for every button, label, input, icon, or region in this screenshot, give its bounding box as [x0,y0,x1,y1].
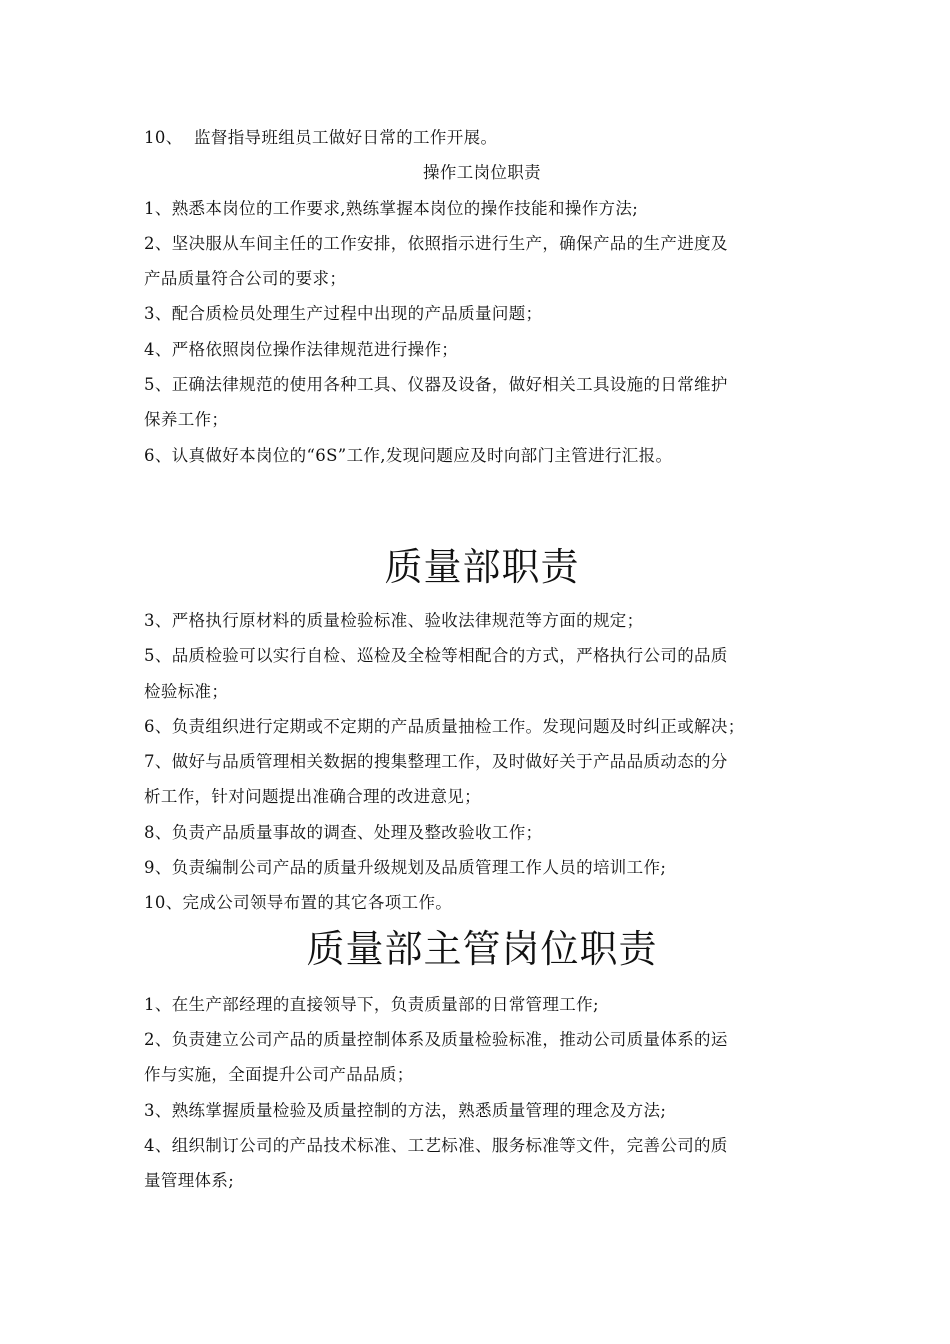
paragraph-line: 9、负责编制公司产品的质量升级规划及品质管理工作人员的培训工作; [144,858,667,878]
section-gap [144,473,820,521]
section-heading: 质量部职责 [384,544,580,589]
paragraph-line: 产品质量符合公司的要求； [144,269,347,289]
paragraph-line: 5、品质检验可以实行自检、巡检及全检等相配合的方式，严格执行公司的品质 [144,646,728,666]
paragraph-line: 3、严格执行原材料的质量检验标准、验收法律规范等方面的规定； [144,610,644,630]
paragraph-line: 6、认真做好本岗位的“6S”工作,发现问题应及时向部门主管进行汇报。 [144,445,673,465]
paragraph-line: 检验标准； [144,681,229,701]
paragraph-line: 7、做好与品质管理相关数据的搜集整理工作，及时做好关于产品品质动态的分 [144,752,728,772]
section-heading: 质量部主管岗位职责 [306,926,658,971]
paragraph-line: 4、严格依照岗位操作法律规范进行操作； [144,339,459,359]
paragraph-line: 作与实施，全面提升公司产品品质； [144,1065,414,1085]
paragraph-line: 2、坚决服从车间主任的工作安排，依照指示进行生产，确保产品的生产进度及 [144,233,728,253]
paragraph-line: 1、熟悉本岗位的工作要求,熟练掌握本岗位的操作技能和操作方法; [144,198,639,218]
item-number: 10、 [144,128,183,147]
document-page [144,120,820,1198]
paragraph-line: 析工作，针对问题提出准确合理的改进意见； [144,787,481,807]
paragraph-line: 6、负责组织进行定期或不定期的产品质量抽检工作。发现问题及时纠正或解决； [144,716,745,736]
paragraph-line: 5、正确法律规范的使用各种工具、仪器及设备，做好相关工具设施的日常维护 [144,375,728,395]
paragraph-line: 2、负责建立公司产品的质量控制体系及质量检验标准，推动公司质量体系的运 [144,1029,728,1049]
paragraph-line: 3、熟练掌握质量检验及质量控制的方法，熟悉质量管理的理念及方法; [144,1100,667,1120]
paragraph-line: 1、在生产部经理的直接领导下，负责质量部的日常管理工作; [144,994,599,1014]
paragraph-line: 8、负责产品质量事故的调查、处理及整改验收工作； [144,822,543,842]
paragraph-line: 4、组织制订公司的产品技术标准、工艺标准、服务标准等文件，完善公司的质 [144,1135,728,1155]
section-subtitle: 操作工岗位职责 [423,163,541,183]
paragraph-line: 10、完成公司领导布置的其它各项工作。 [144,893,453,913]
paragraph-line: 3、配合质检员处理生产过程中出现的产品质量问题； [144,304,543,324]
paragraph-line: 量管理体系; [144,1171,235,1191]
top-item-10 [144,120,820,155]
paragraph-line: 保养工作； [144,410,229,430]
item-text: 监督指导班组员工做好日常的工作开展。 [194,128,498,147]
